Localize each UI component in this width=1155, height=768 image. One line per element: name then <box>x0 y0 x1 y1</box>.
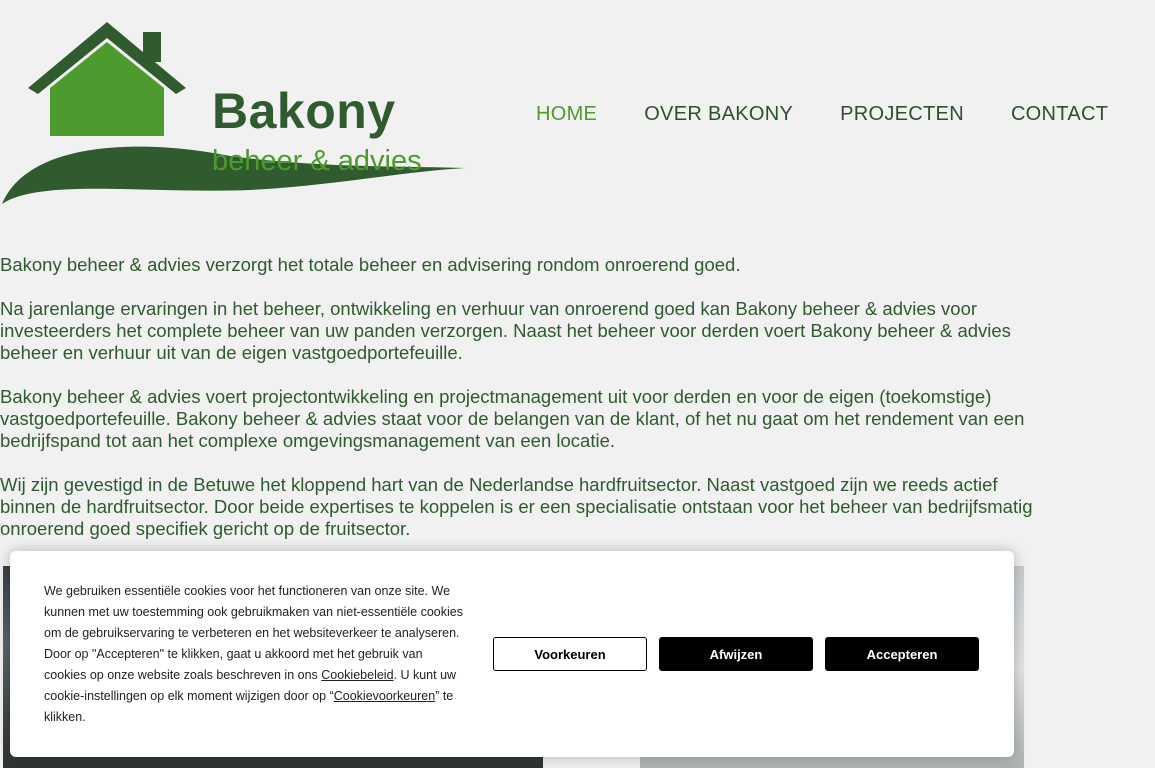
paragraph-2 <box>0 298 1040 364</box>
cookie-banner <box>10 551 1014 757</box>
text-line: beheer en verhuur uit van de eigen vastgoedportefeuille. <box>0 342 463 363</box>
cookie-preferences-link[interactable]: Cookievoorkeuren <box>333 689 436 703</box>
cookie-text-part: ” te klikken. <box>44 689 454 724</box>
site-logo[interactable] <box>0 18 470 208</box>
brand-name: Bakony <box>212 83 396 139</box>
cookie-message <box>44 581 464 728</box>
intro-text <box>0 254 1040 562</box>
text-line: Na jarenlange ervaringen in het beheer, ontwikkeling en verhuur van onroerend goed kan Bakony beheer & advies voor <box>0 298 978 319</box>
text-line: onroerend goed specifiek gericht op de fruitsector. <box>0 518 411 539</box>
nav-item-contact[interactable]: CONTACT <box>1010 103 1109 125</box>
reject-button[interactable]: Afwijzen <box>659 637 813 671</box>
cookie-text-part: . U kunt uw cookie-instellingen op elk moment wijzigen door op “ <box>44 668 457 703</box>
paragraph-1 <box>0 254 1040 276</box>
text-line: vastgoedportefeuille. Bakony beheer & advies staat voor de belangen van de klant, of het nu gaat om het rendement van een <box>0 408 1025 429</box>
accept-button[interactable]: Accepteren <box>825 637 979 671</box>
cookie-policy-link[interactable]: Cookiebeleid <box>321 668 394 682</box>
text-line: Bakony beheer & advies voert projectontwikkeling en projectmanagement uit voor derden en voor de eigen (toekomstige) <box>0 386 992 407</box>
cookie-text-part: We gebruiken essentiële cookies voor het functioneren van onze site. We kunnen met uw toestemming ook gebruikmaken van niet-essentiële cookies om de gebruikservaring te verbeteren en het websiteverkeer te analyseren. Door op "Accepteren" te klikken, gaat u akkoord met het gebruik van cookies op onze website zoals beschreven in ons <box>44 584 463 682</box>
text-line: Wij zijn gevestigd in de Betuwe het kloppend hart van de Nederlandse hardfruitsector. Naast vastgoed zijn we reeds actief <box>0 474 998 495</box>
nav-item-projecten[interactable]: PROJECTEN <box>840 103 964 125</box>
text-line: investeerders het complete beheer van uw panden verzorgen. Naast het beheer voor derden voert Bakony beheer & advies <box>0 320 1011 341</box>
paragraph-4 <box>0 474 1040 540</box>
nav-item-home[interactable]: HOME <box>536 103 598 125</box>
paragraph-3 <box>0 386 1040 452</box>
brand-subtitle: beheer & advies <box>212 145 422 177</box>
preferences-button[interactable]: Voorkeuren <box>493 637 647 671</box>
text-line: Bakony beheer & advies verzorgt het totale beheer en advisering rondom onroerend goed. <box>0 254 741 275</box>
main-nav <box>536 103 1155 126</box>
text-line: bedrijfspand tot aan het complexe omgevingsmanagement van een locatie. <box>0 430 615 451</box>
text-line: binnen de hardfruitsector. Door beide expertises te koppelen is er een specialisatie ontstaan voor het beheer van bedrijfsmatig <box>0 496 1033 517</box>
nav-item-over-bakony[interactable]: OVER BAKONY <box>644 103 794 125</box>
